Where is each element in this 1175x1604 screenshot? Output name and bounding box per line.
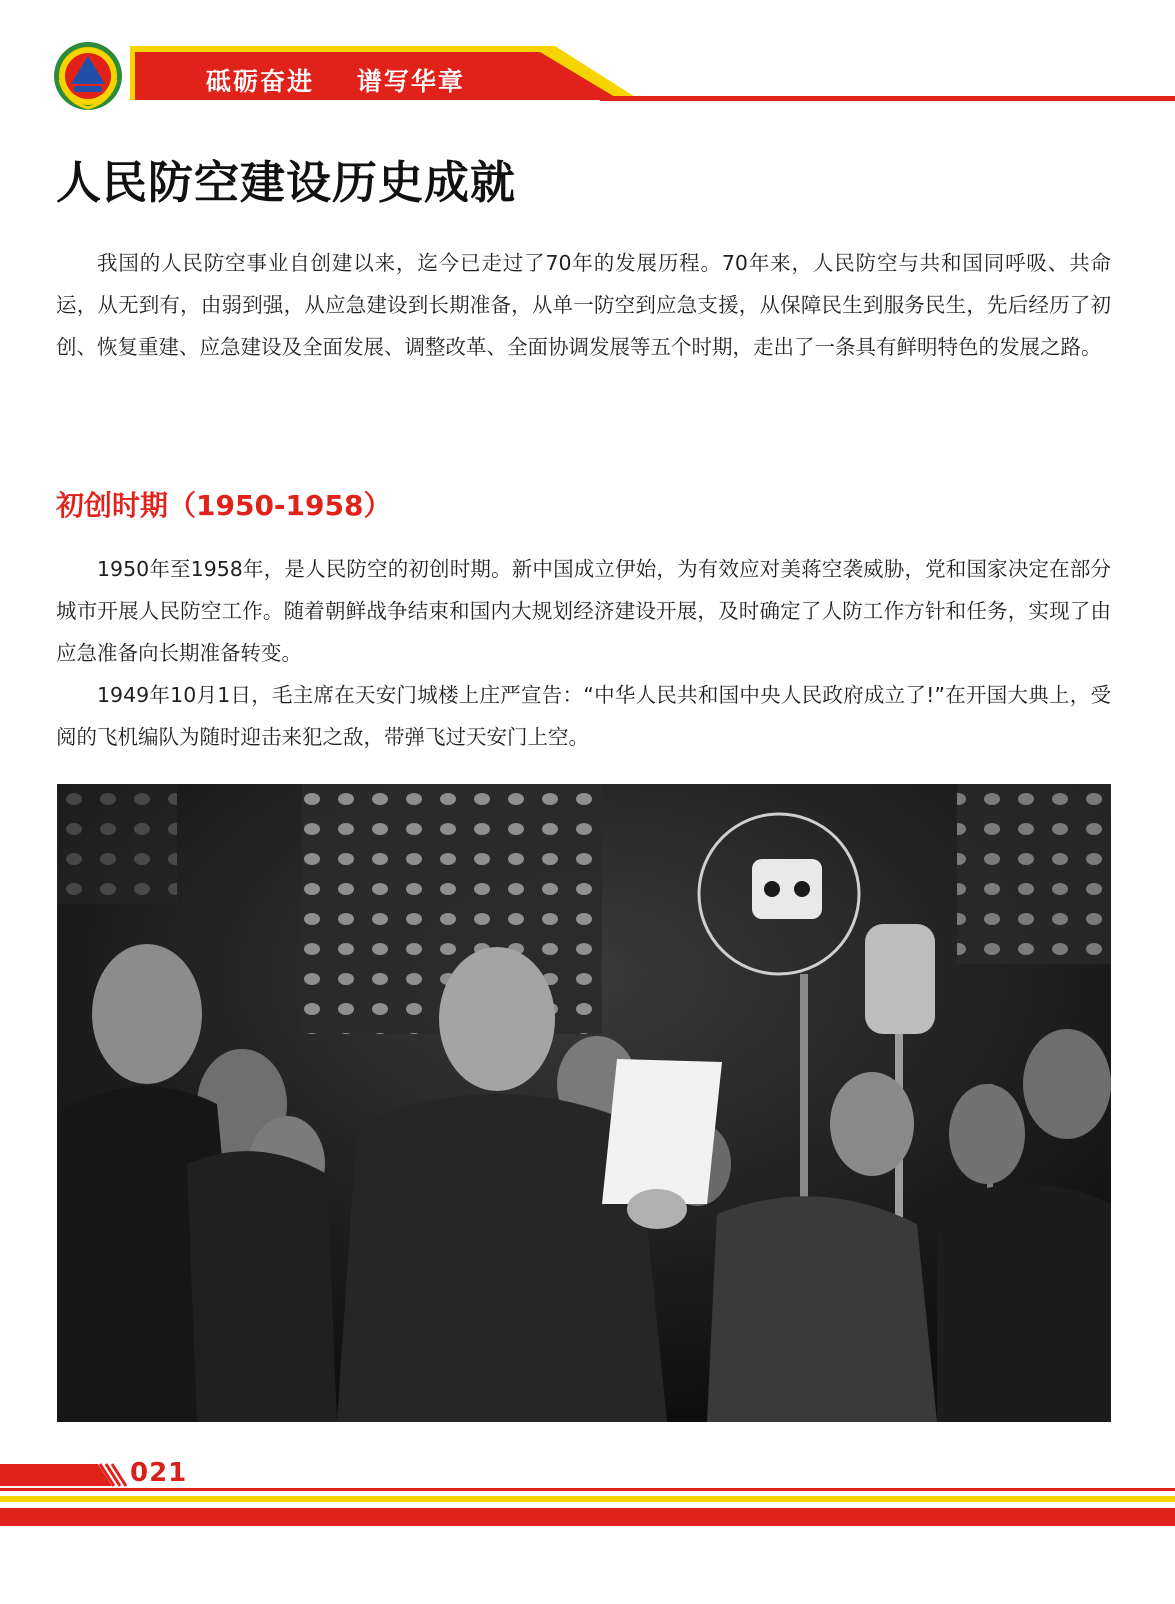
historical-photo — [57, 784, 1111, 1422]
header-slogan: 砥砺奋进 谱写华章 — [206, 67, 465, 96]
emblem-logo — [52, 40, 124, 112]
page-title: 人民防空建设历史成就 — [56, 156, 517, 209]
shield-emblem-icon — [52, 40, 124, 112]
section-title: 初创时期（1950-1958） — [56, 489, 392, 522]
ceremony-photo-illustration — [57, 784, 1111, 1422]
page-number: 021 — [130, 1458, 188, 1488]
header-stripes — [0, 0, 1175, 110]
header-banner — [0, 0, 1175, 110]
section-paragraph-2: 1949年10月1日，毛主席在天安门城楼上庄严宣告：“中华人民共和国中央人民政府成立了!”在开国大典上，受阅的飞机编队为随时迎击来犯之敌，带弹飞过天安门上空。 — [56, 683, 1111, 749]
section-paragraph-1: 1950年至1958年，是人民防空的初创时期。新中国成立伊始，为有效应对美蒋空袭威胁，党和国家决定在部分城市开展人民防空工作。随着朝鲜战争结束和国内大规划经济建设开展，及时确定了人防工作方针和任务，实现了由应急准备向长期准备转变。 — [56, 557, 1111, 665]
intro-paragraph: 我国的人民防空事业自创建以来，迄今已走过了70年的发展历程。70年来，人民防空与共和国同呼吸、共命运，从无到有，由弱到强，从应急建设到长期准备，从单一防空到应急支援，从保障民生到服务民生，先后经历了初创、恢复重建、应急建设及全面发展、调整改革、全面协调发展等五个时期，走出了一条具有鲜明特色的发展之路。 — [56, 251, 1111, 359]
